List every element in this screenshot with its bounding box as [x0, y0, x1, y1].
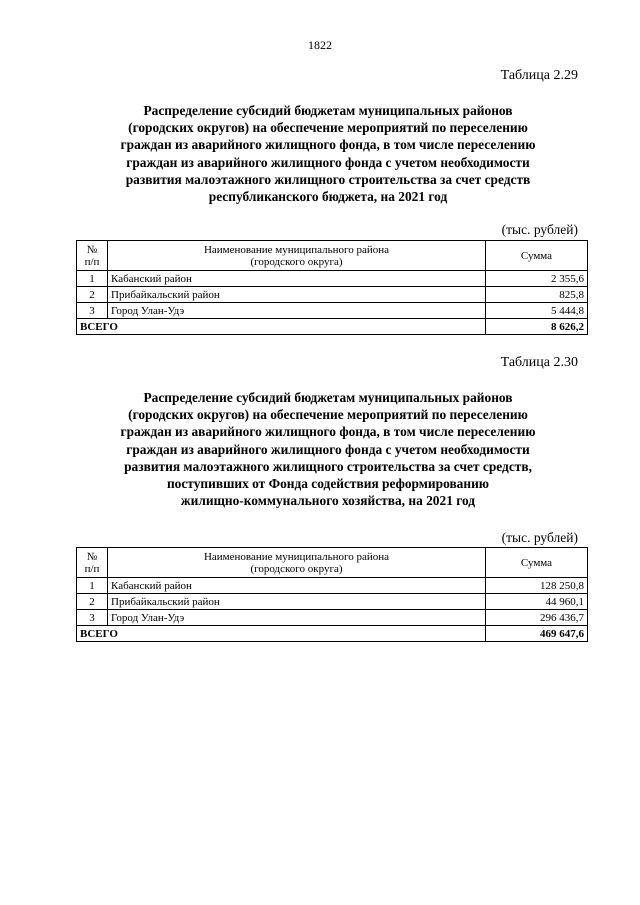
total-sum: 469 647,6	[486, 626, 588, 642]
table-heading	[80, 102, 576, 205]
row-num: 3	[77, 303, 108, 319]
heading-line: республиканского бюджета, на 2021 год	[208, 189, 448, 205]
row-num: 2	[77, 287, 108, 303]
row-num: 2	[77, 594, 108, 610]
total-label: ВСЕГО	[77, 319, 486, 335]
table-total-row	[77, 319, 588, 335]
header-name-line: Наименование муниципального района	[203, 550, 390, 563]
heading-line: Распределение субсидий бюджетам муниципальных районов	[143, 103, 513, 118]
header-num	[77, 241, 108, 271]
header-name	[108, 548, 486, 578]
row-name: Кабанский район	[108, 578, 486, 594]
row-sum: 2 355,6	[486, 271, 588, 287]
header-num-line: №	[86, 243, 98, 256]
table-row	[77, 594, 588, 610]
table-total-row	[77, 626, 588, 642]
heading-line: граждан из аварийного жилищного фонда, в том числе переселению	[120, 137, 536, 153]
row-name: Кабанский район	[108, 271, 486, 287]
heading-line: поступивших от Фонда содействия реформированию	[166, 476, 490, 492]
table-header-row	[77, 548, 588, 578]
row-name: Прибайкальский район	[108, 287, 486, 303]
header-name-line: (городского округа)	[250, 562, 343, 575]
header-num-line: п/п	[84, 255, 100, 268]
heading-line: жилищно-коммунального хозяйства, на 2021 год	[180, 493, 476, 509]
row-num: 1	[77, 578, 108, 594]
units-label: (тыс. рублей)	[501, 222, 578, 237]
heading-line: граждан из аварийного жилищного фонда с учетом необходимости	[126, 441, 530, 457]
page-number: 1822	[308, 38, 332, 52]
heading-line: граждан из аварийного жилищного фонда, в том числе переселению	[120, 424, 536, 440]
row-sum: 5 444,8	[486, 303, 588, 319]
heading-line: (городских округов) на обеспечение мероприятий по переселению	[128, 407, 528, 423]
header-sum: Сумма	[486, 241, 588, 271]
table-label: Таблица 2.29	[500, 68, 578, 83]
heading-line: Распределение субсидий бюджетам муниципальных районов	[143, 390, 513, 405]
units-label: (тыс. рублей)	[501, 530, 578, 545]
table-label: Таблица 2.30	[500, 355, 578, 370]
row-name: Город Улан-Удэ	[108, 303, 486, 319]
table-row	[77, 287, 588, 303]
heading-line: развития малоэтажного жилищного строительства за счет средств	[125, 171, 531, 187]
row-sum: 128 250,8	[486, 578, 588, 594]
header-num-line: п/п	[84, 562, 100, 575]
heading-line: граждан из аварийного жилищного фонда с учетом необходимости	[126, 154, 530, 170]
header-name-line: Наименование муниципального района	[203, 243, 390, 256]
heading-line: (городских округов) на обеспечение мероприятий по переселению	[128, 120, 528, 136]
table-row	[77, 271, 588, 287]
header-num	[77, 548, 108, 578]
header-num-line: №	[86, 550, 98, 563]
header-sum: Сумма	[486, 548, 588, 578]
header-name	[108, 241, 486, 271]
row-num: 3	[77, 610, 108, 626]
heading-line: развития малоэтажного жилищного строительства за счет средств,	[124, 458, 532, 474]
row-sum: 44 960,1	[486, 594, 588, 610]
table-row	[77, 303, 588, 319]
total-label: ВСЕГО	[77, 626, 486, 642]
table-header-row	[77, 241, 588, 271]
table-heading	[80, 389, 576, 509]
subsidy-table	[76, 240, 588, 335]
row-num: 1	[77, 271, 108, 287]
header-name-line: (городского округа)	[250, 255, 343, 268]
row-sum: 296 436,7	[486, 610, 588, 626]
row-sum: 825,8	[486, 287, 588, 303]
row-name: Прибайкальский район	[108, 594, 486, 610]
subsidy-table	[76, 547, 588, 642]
total-sum: 8 626,2	[486, 319, 588, 335]
row-name: Город Улан-Удэ	[108, 610, 486, 626]
table-row	[77, 610, 588, 626]
table-row	[77, 578, 588, 594]
